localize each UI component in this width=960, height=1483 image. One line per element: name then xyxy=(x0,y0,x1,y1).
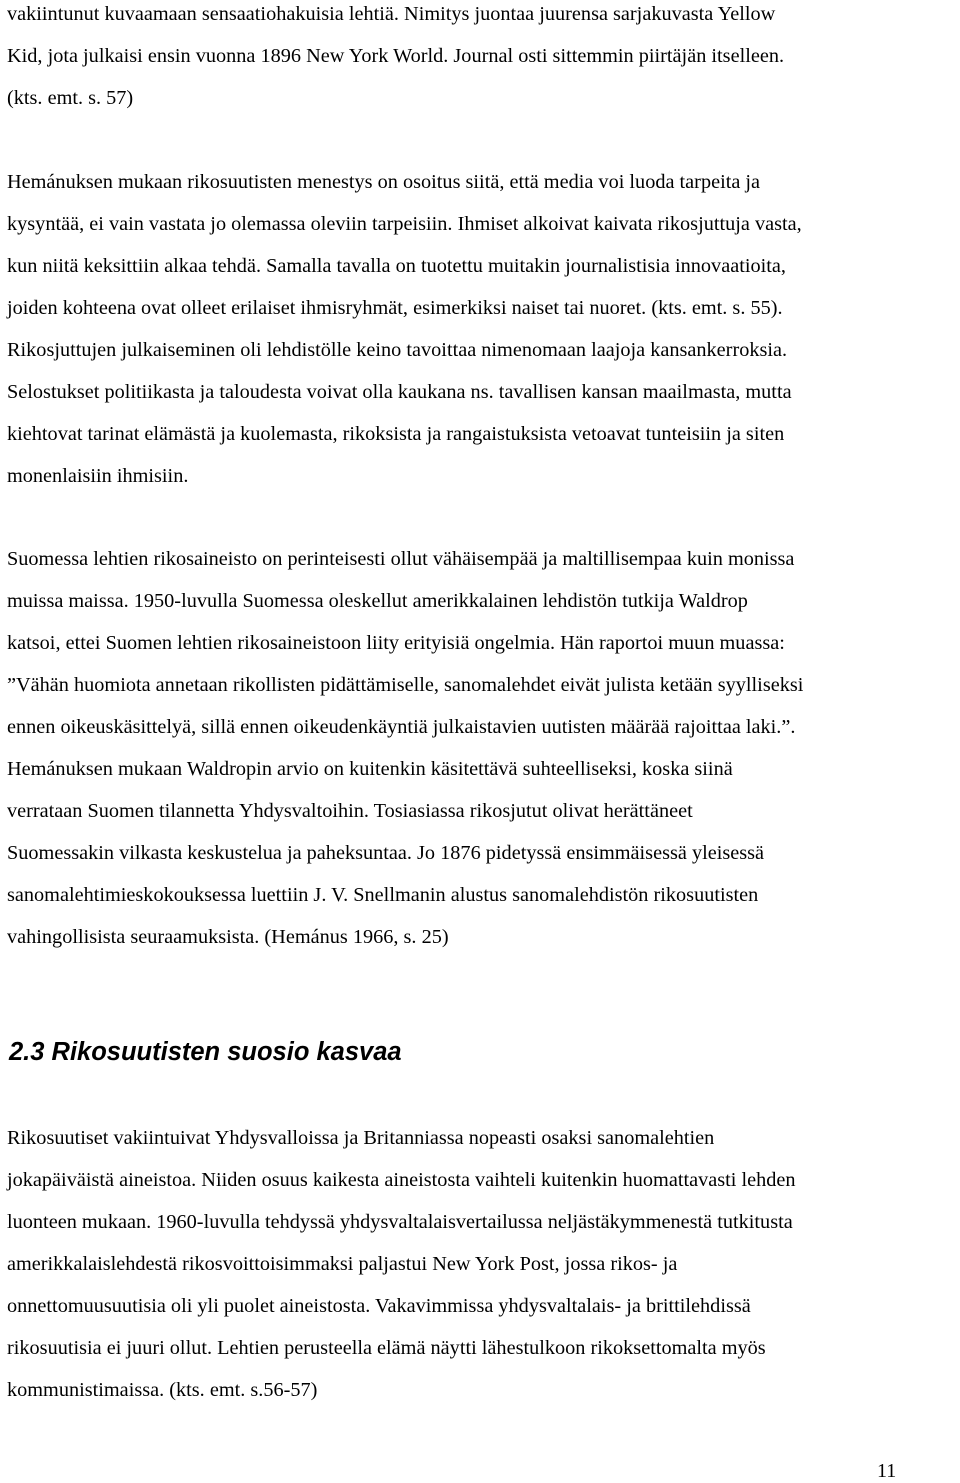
text-line: monenlaisiin ihmisiin. xyxy=(7,465,189,487)
section-heading: 2.3 Rikosuutisten suosio kasvaa xyxy=(9,1038,402,1066)
text-line: muissa maissa. 1950-luvulla Suomessa oleskellut amerikkalainen lehdistön tutkija Waldrop xyxy=(7,590,748,612)
text-line: kommunistimaissa. (kts. emt. s.56-57) xyxy=(7,1379,318,1401)
text-line: katsoi, ettei Suomen lehtien rikosaineistoon liity erityisiä ongelmia. Hän raportoi muun muassa: xyxy=(7,632,785,654)
text-line: vahingollisista seuraamuksista. (Hemánus 1966, s. 25) xyxy=(7,926,449,948)
text-line: Rikosjuttujen julkaiseminen oli lehdistölle keino tavoittaa nimenomaan laajoja kansankerroksia. xyxy=(7,339,788,361)
text-line: Hemánuksen mukaan Waldropin arvio on kuitenkin käsitettävä suhteelliseksi, koska siinä xyxy=(7,758,733,780)
text-line: verrataan Suomen tilannetta Yhdysvaltoihin. Tosiasiassa rikosjutut olivat herättäneet xyxy=(7,800,693,822)
text-line: joiden kohteena ovat olleet erilaiset ihmisryhmät, esimerkiksi naiset tai nuoret. (kts. emt. s. 55). xyxy=(7,297,783,319)
text-line: (kts. emt. s. 57) xyxy=(7,87,134,109)
text-line: kun niitä keksittiin alkaa tehdä. Samalla tavalla on tuotettu muitakin journalistisia innovaatioita, xyxy=(7,255,786,277)
text-line: amerikkalaislehdestä rikosvoittoisimmaksi paljastui New York Post, jossa rikos- ja xyxy=(7,1253,678,1275)
text-line: vakiintunut kuvaamaan sensaatiohakuisia lehtiä. Nimitys juontaa juurensa sarjakuvasta Yellow xyxy=(7,3,776,25)
text-line: ennen oikeuskäsittelyä, sillä ennen oikeudenkäyntiä julkaistavien uutisten määrää rajoittaa laki.”. xyxy=(7,716,796,738)
text-line: Suomessakin vilkasta keskustelua ja paheksuntaa. Jo 1876 pidetyssä ensimmäisessä yleisessä xyxy=(7,842,765,864)
text-line: Selostukset politiikasta ja taloudesta voivat olla kaukana ns. tavallisen kansan maailmasta, mutta xyxy=(7,381,792,403)
text-line: luonteen mukaan. 1960-luvulla tehdyssä yhdysvaltalaisvertailussa neljästäkymmenestä tutkitusta xyxy=(7,1211,793,1233)
page-number: 11 xyxy=(877,1460,897,1482)
text-line: ”Vähän huomiota annetaan rikollisten pidättämiselle, sanomalehdet eivät julista ketään syylliseksi xyxy=(7,674,804,696)
text-line: Kid, jota julkaisi ensin vuonna 1896 New York World. Journal osti sittemmin piirtäjän itselleen. xyxy=(7,45,785,67)
text-line: rikosuutisia ei juuri ollut. Lehtien perusteella elämä näytti lähestulkoon rikoksettomalta myös xyxy=(7,1337,766,1359)
text-line: kysyntää, ei vain vastata jo olemassa oleviin tarpeisiin. Ihmiset alkoivat kaivata rikosjuttuja vasta, xyxy=(7,213,802,235)
text-line: kiehtovat tarinat elämästä ja kuolemasta, rikoksista ja rangaistuksista vetoavat tunteisiin ja siten xyxy=(7,423,785,445)
text-line: Rikosuutiset vakiintuivat Yhdysvalloissa ja Britanniassa nopeasti osaksi sanomalehtien xyxy=(7,1127,715,1149)
text-line: onnettomuusuutisia oli yli puolet aineistosta. Vakavimmissa yhdysvaltalais- ja brittilehdissä xyxy=(7,1295,751,1317)
text-line: jokapäiväistä aineistoa. Niiden osuus kaikesta aineistosta vaihteli kuitenkin huomattavasti lehden xyxy=(7,1169,796,1191)
text-line: sanomalehtimieskokouksessa luettiin J. V. Snellmanin alustus sanomalehdistön rikosuutisten xyxy=(7,884,759,906)
text-line: Suomessa lehtien rikosaineisto on perinteisesti ollut vähäisempää ja maltillisempaa kuin monissa xyxy=(7,548,795,570)
text-line: Hemánuksen mukaan rikosuutisten menestys on osoitus siitä, että media voi luoda tarpeita ja xyxy=(7,171,761,193)
